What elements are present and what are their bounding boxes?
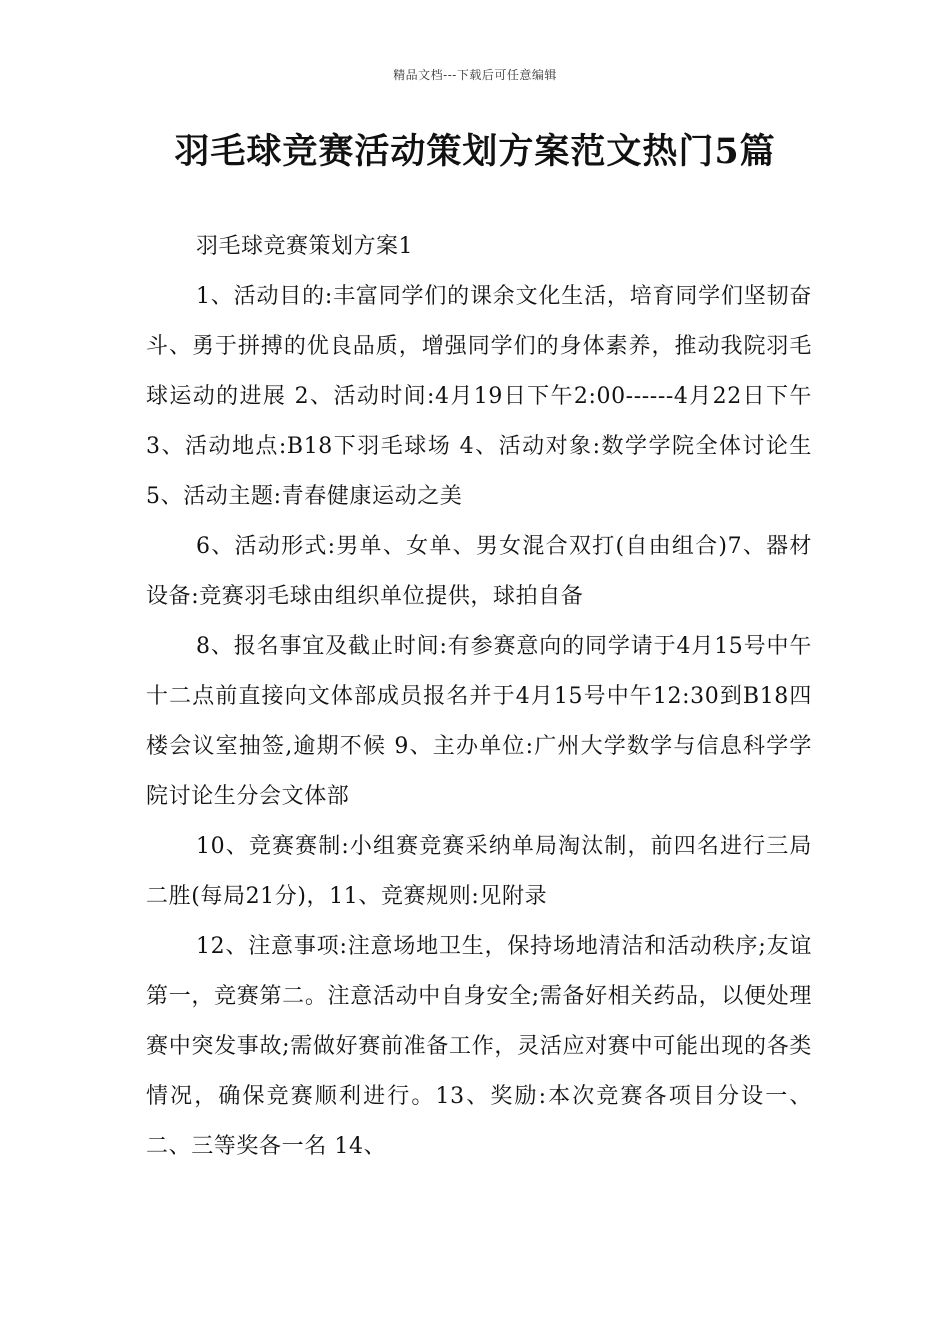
- paragraph-1: 1、活动目的:丰富同学们的课余文化生活，培育同学们坚韧奋斗、勇于拼搏的优良品质，增强同学们的身体素养，推动我院羽毛球运动的进展 2、活动时间:4月19日下午2:00------4月22日下午 3、活动地点:B18下羽毛球场 4、活动对象:数学学院全体讨论生 5、活动主题:青春健康运动之美: [146, 284, 812, 509]
- document-title: 羽毛球竞赛活动策划方案范文热门5篇: [174, 131, 776, 172]
- document-body: [146, 222, 812, 1172]
- paragraph-5: 12、注意事项:注意场地卫生，保持场地清洁和活动秩序;友谊第一，竞赛第二。注意活动中自身安全;需备好相关药品，以便处理赛中突发事故;需做好赛前准备工作，灵活应对赛中可能出现的各类情况，确保竞赛顺利进行。13、奖励:本次竞赛各项目分设一、二、三等奖各一名 14、: [146, 934, 812, 1159]
- paragraph-4: 10、竞赛赛制:小组赛竞赛采纳单局淘汰制，前四名进行三局二胜(每局21分)，11、竞赛规则:见附录: [146, 834, 812, 909]
- paragraph-2: 6、活动形式:男单、女单、男女混合双打(自由组合)7、器材设备:竞赛羽毛球由组织单位提供，球拍自备: [146, 534, 812, 609]
- paragraph-3: 8、报名事宜及截止时间:有参赛意向的同学请于4月15号中午十二点前直接向文体部成员报名并于4月15号中午12:30到B18四楼会议室抽签,逾期不候 9、主办单位:广州大学数学与信息科学学院讨论生分会文体部: [146, 634, 812, 809]
- section-heading: 羽毛球竞赛策划方案1: [196, 234, 413, 259]
- header-note: 精品文档---下载后可任意编辑: [393, 68, 557, 82]
